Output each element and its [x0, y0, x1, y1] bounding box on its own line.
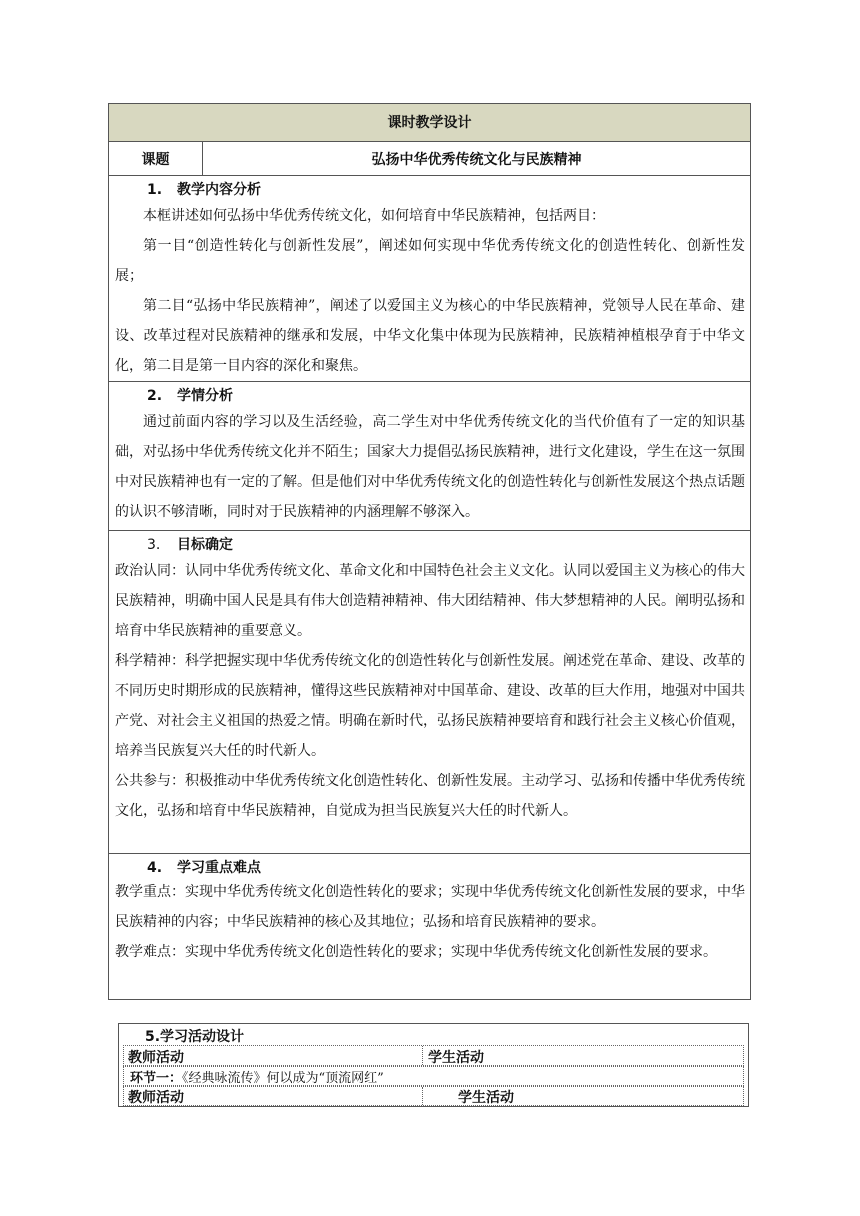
lesson-design-table — [108, 103, 751, 1000]
topic-value-cell — [203, 141, 750, 175]
teacher-activity-label-2: 教师活动 — [128, 1090, 184, 1106]
teacher-activity-label: 教师活动 — [128, 1050, 184, 1066]
divider — [109, 381, 750, 382]
table-title-row — [109, 104, 750, 141]
link-one-text: 环节一：《经典咏流传》何以成为“顶流网红” — [130, 1071, 384, 1086]
objective-public-participation: 公共参与：积极推动中华优秀传统文化创造性转化、创新性发展。主动学习、弘扬和传播中华优秀传统文化，弘扬和培育中华民族精神，自觉成为担当民族复兴大任的时代新人。 — [115, 773, 745, 819]
activity-header-row-2 — [123, 1086, 744, 1106]
content-analysis-paragraph-1: 本框讲述如何弘扬中华优秀传统文化，如何培育中华民族精神，包括两目： — [143, 208, 605, 224]
link-one-row — [123, 1066, 744, 1086]
divider — [109, 175, 750, 176]
learner-analysis-paragraph: 通过前面内容的学习以及生活经验，高二学生对中华优秀传统文化的当代价值有了一定的知识基础，对弘扬中华优秀传统文化并不陌生；国家大力提倡弘扬民族精神，进行文化建设，学生在这一氛围中对民族精神也有一定的了解。但是他们对中华优秀传统文化的创造性转化与创新性发展这个热点话题的认识不够清晰，同时对于民族精神的内涵理解不够深入。 — [115, 414, 745, 520]
activity-design-table — [118, 1023, 749, 1107]
key-points-difficulty: 教学难点：实现中华优秀传统文化创造性转化的要求；实现中华优秀传统文化创新性发展的要求。 — [115, 944, 717, 960]
section-heading-content-analysis: 1. 教学内容分析 — [147, 182, 261, 198]
table-title: 课时教学设计 — [387, 115, 472, 131]
key-points-focus: 教学重点：实现中华优秀传统文化创造性转化的要求；实现中华优秀传统文化创新性发展的要求，中华民族精神的内容；中华民族精神的核心及其地位；弘扬和培育民族精神的要求。 — [115, 884, 745, 930]
content-analysis-paragraph-3: 第二目“弘扬中华民族精神”，阐述了以爱国主义为核心的中华民族精神，党领导人民在革命、建设、改革过程对民族精神的继承和发展，中华文化集中体现为民族精神，民族精神植根孕育于中华文化，第二目是第一目内容的深化和聚焦。 — [115, 298, 745, 374]
objective-scientific-spirit: 科学精神：科学把握实现中华优秀传统文化的创造性转化与创新性发展。阐述党在革命、建设、改革的不同历史时期形成的民族精神，懂得这些民族精神对中国革命、建设、改革的巨大作用，地强对中国共产党、对社会主义祖国的热爱之情。明确在新时代，弘扬民族精神要培育和践行社会主义核心价值观，培养当民族复兴大任的时代新人。 — [115, 653, 745, 759]
topic-label-cell — [109, 141, 203, 175]
activity-design-title: 5.学习活动设计 — [145, 1029, 245, 1045]
section-heading-objectives: 3. 目标确定 — [147, 537, 233, 553]
objective-political-identity: 政治认同：认同中华优秀传统文化、革命文化和中国特色社会主义文化。认同以爱国主义为核心的伟大民族精神，明确中国人民是具有伟大创造精神精神、伟大团结精神、伟大梦想精神的人民。阐明弘扬和培育中华民族精神的重要意义。 — [115, 563, 745, 639]
topic-value: 弘扬中华优秀传统文化与民族精神 — [371, 152, 582, 168]
section-heading-key-points: 4. 学习重点难点 — [147, 860, 261, 876]
divider — [109, 530, 750, 531]
student-activity-label: 学生活动 — [428, 1050, 484, 1066]
student-activity-label-2: 学生活动 — [458, 1090, 514, 1106]
column-divider — [422, 1087, 423, 1105]
topic-label: 课题 — [141, 152, 170, 168]
content-analysis-paragraph-2: 第一目“创造性转化与创新性发展”，阐述如何实现中华优秀传统文化的创造性转化、创新性发展； — [115, 238, 745, 284]
activity-header-row — [123, 1045, 744, 1066]
column-divider — [422, 1046, 423, 1065]
divider — [109, 853, 750, 854]
section-heading-learner-analysis: 2. 学情分析 — [147, 388, 233, 404]
